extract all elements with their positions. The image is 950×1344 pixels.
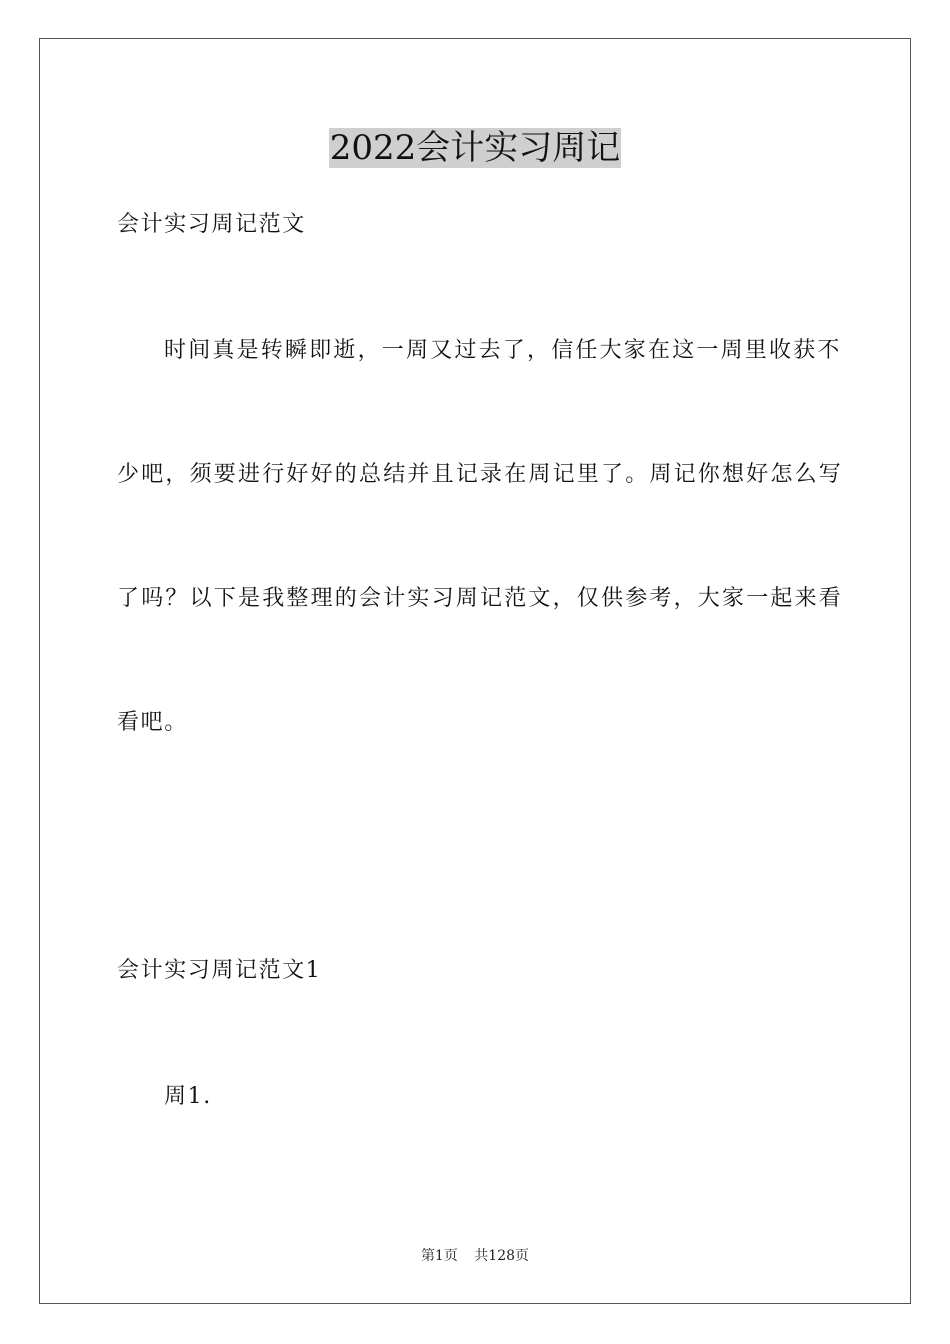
week-label: 周1.	[164, 1084, 212, 1109]
section-heading: 会计实习周记范文1	[117, 958, 322, 983]
paragraph-line: 看吧。	[117, 710, 188, 735]
paragraph-line: 时间真是转瞬即逝，一周又过去了，信任大家在这一周里收获不	[164, 338, 842, 363]
page-footer	[0, 1247, 950, 1265]
paragraph-line: 少吧，须要进行好好的总结并且记录在周记里了。周记你想好怎么写	[117, 462, 844, 487]
document-subtitle: 会计实习周记范文	[117, 212, 306, 237]
page-number: 第1页	[420, 1248, 458, 1264]
page-total: 共128页	[474, 1248, 530, 1264]
paragraph-line: 了吗？以下是我整理的会计实习周记范文，仅供参考，大家一起来看	[117, 586, 844, 611]
title-container	[0, 128, 950, 168]
document-title: 2022会计实习周记	[329, 128, 621, 168]
